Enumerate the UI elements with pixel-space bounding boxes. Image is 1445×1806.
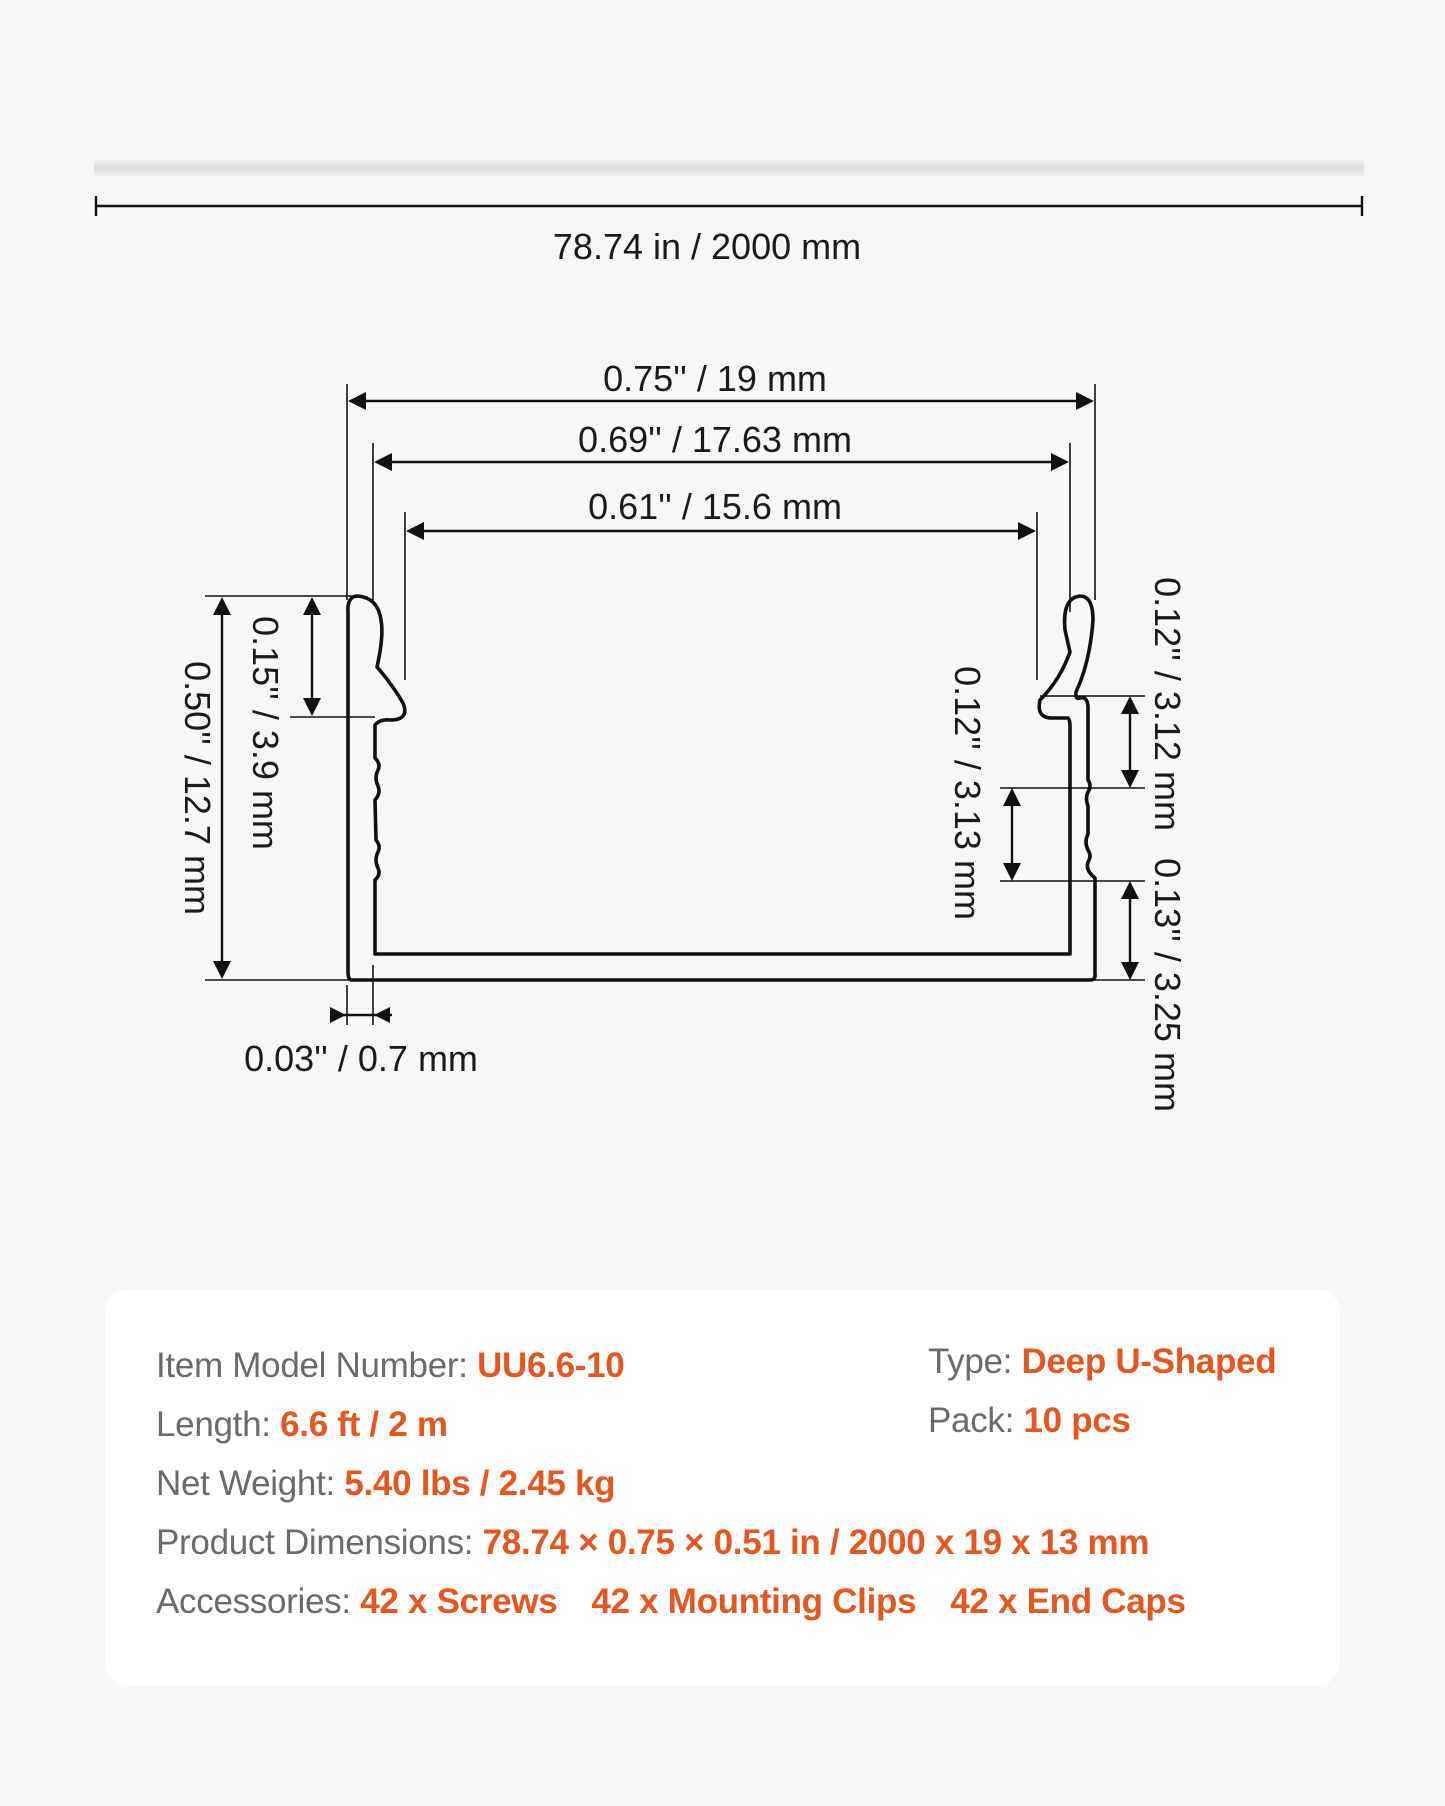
pack-label: Pack: xyxy=(928,1401,1024,1440)
accessories-row xyxy=(156,1582,1186,1622)
type-row xyxy=(928,1342,1276,1382)
accessory-mounting-clips: 42 x Mounting Clips xyxy=(591,1582,917,1621)
weight-label: Net Weight: xyxy=(156,1464,345,1503)
type-label: Type: xyxy=(928,1342,1022,1381)
total-height-label: 0.50'' / 12.7 mm xyxy=(177,661,218,915)
dimensions-row xyxy=(156,1523,1149,1563)
length-spec-label: Length: xyxy=(156,1405,281,1444)
lip-height-dimension xyxy=(303,597,321,716)
pack-row xyxy=(928,1401,1131,1441)
dimensions-value: 78.74 × 0.75 × 0.51 in / 2000 x 19 x 13 mm xyxy=(482,1523,1150,1562)
outer-width-label: 0.75'' / 19 mm xyxy=(603,358,827,399)
accessory-end-caps: 42 x End Caps xyxy=(950,1582,1186,1621)
pack-value: 10 pcs xyxy=(1023,1401,1131,1440)
spec-card xyxy=(105,1290,1340,1685)
wall-thickness-label: 0.03'' / 0.7 mm xyxy=(244,1038,478,1079)
dimensions-label: Product Dimensions: xyxy=(156,1523,483,1562)
right-bottom-spacing-dimension xyxy=(1121,881,1139,980)
inner-width-label: 0.61'' / 15.6 mm xyxy=(588,486,842,527)
length-spec-value: 6.6 ft / 2 m xyxy=(280,1405,448,1444)
weight-value: 5.40 lbs / 2.45 kg xyxy=(344,1464,616,1503)
type-value: Deep U-Shaped xyxy=(1021,1342,1277,1381)
groove-spacing-label: 0.12'' / 3.13 mm xyxy=(947,666,988,920)
model-value: UU6.6-10 xyxy=(477,1346,625,1385)
wall-thickness-dimension xyxy=(330,1007,392,1023)
groove-spacing-dimension xyxy=(1003,788,1021,881)
right-bottom-spacing-label: 0.13'' / 3.25 mm xyxy=(1147,858,1188,1112)
length-dimension xyxy=(96,196,1362,216)
mid-width-label: 0.69'' / 17.63 mm xyxy=(578,419,852,460)
accessories-label: Accessories: xyxy=(156,1582,361,1621)
accessory-screws: 42 x Screws xyxy=(360,1582,558,1621)
lip-height-label: 0.15'' / 3.9 mm xyxy=(245,616,286,850)
extension-lines xyxy=(205,384,1145,1025)
length-label: 78.74 in / 2000 mm xyxy=(552,226,862,267)
weight-row xyxy=(156,1464,615,1504)
model-label: Item Model Number: xyxy=(156,1346,478,1385)
model-row xyxy=(156,1346,624,1386)
right-top-spacing-dimension xyxy=(1121,696,1139,788)
right-top-spacing-label: 0.12'' / 3.12 mm xyxy=(1147,577,1188,831)
profile-bar xyxy=(94,160,1364,176)
length-row xyxy=(156,1405,448,1445)
